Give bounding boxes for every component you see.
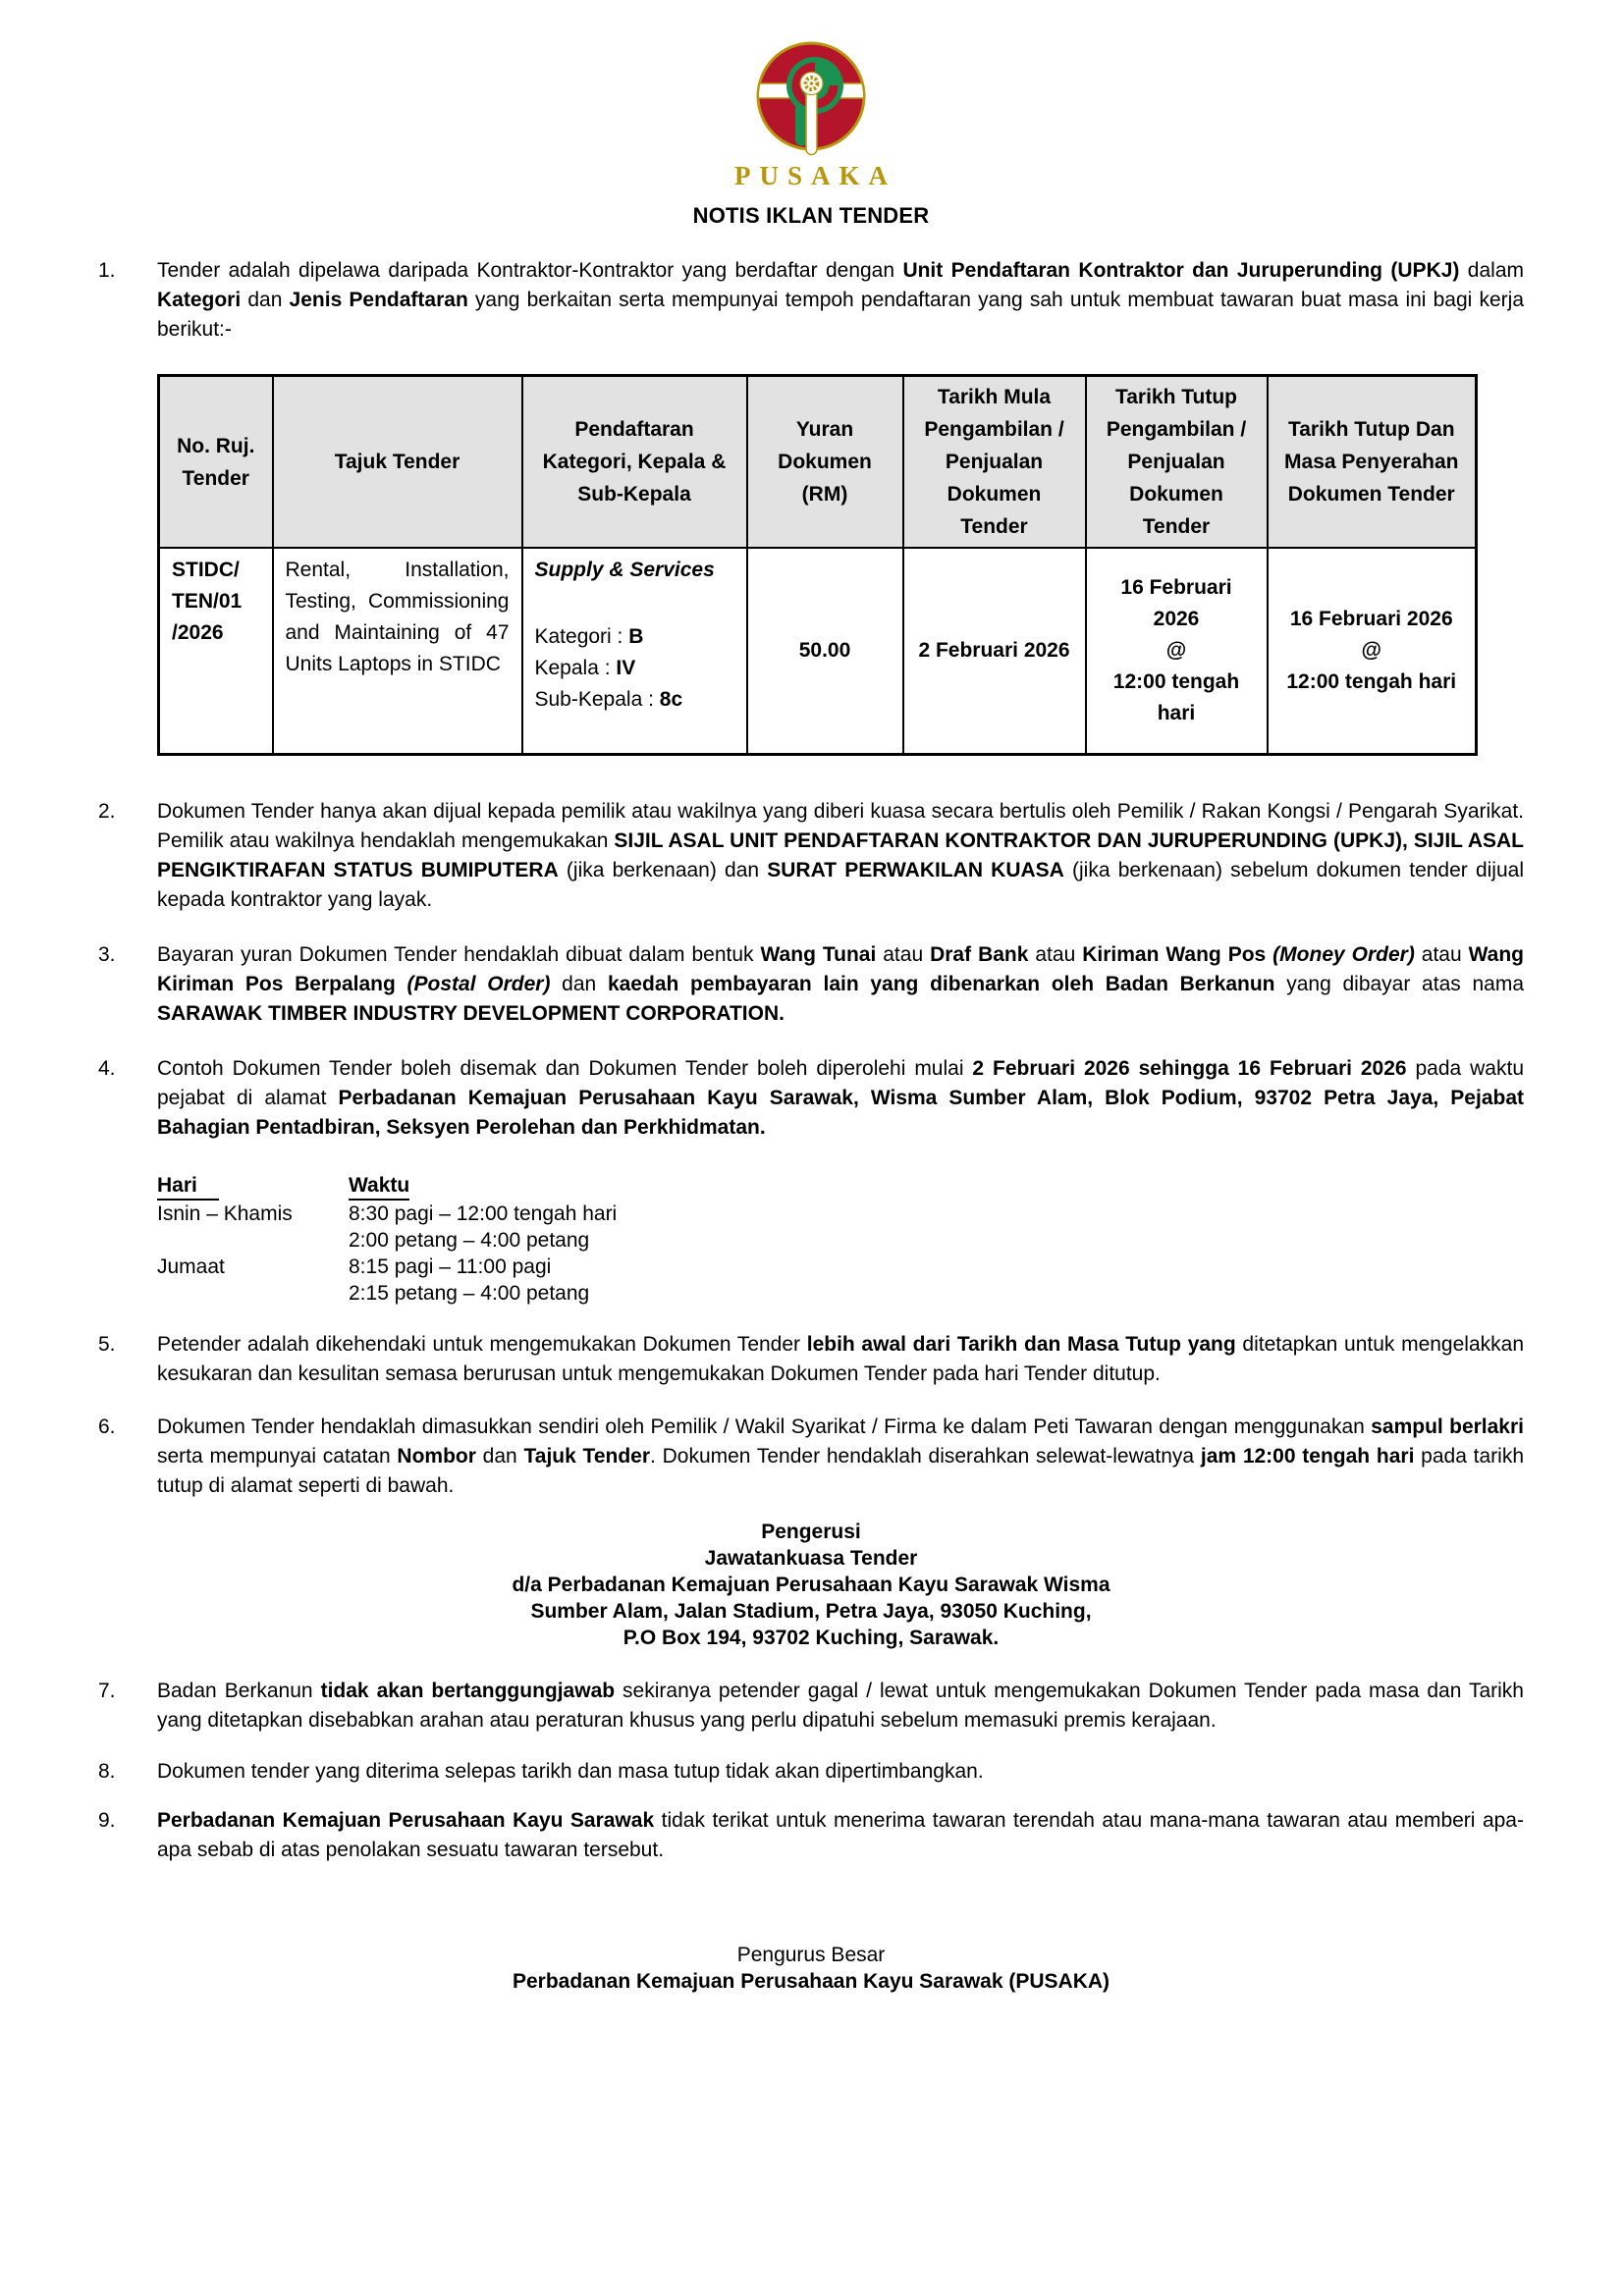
schedule-header-row bbox=[157, 1172, 1524, 1201]
clause-text: Bayaran yuran Dokumen Tender hendaklah dibuat dalam bentuk Wang Tunai atau Draf Bank atau Kiriman Wang Pos (Money Order) atau Wang Kiriman Pos Berpalang (Postal Order) dan kaedah pembayaran lain yang dibenarkan oleh Badan Berkanun yang dibayar atas nama SARAWAK TIMBER INDUSTRY DEVELOPMENT CORPORATION. bbox=[157, 942, 1525, 1025]
clause-2 bbox=[98, 797, 1524, 915]
clause-number: 5. bbox=[98, 1332, 116, 1356]
office-hours-schedule bbox=[157, 1172, 1524, 1307]
clause-number: 1. bbox=[98, 259, 116, 282]
col-header-title: Tajuk Tender bbox=[273, 376, 522, 549]
clause-1 bbox=[98, 256, 1524, 345]
table-header-row bbox=[159, 376, 1477, 549]
clause-text: Badan Berkanun tidak akan bertanggungjawab sekiranya petender gagal / lewat untuk mengemukakan Dokumen Tender pada masa dan Tarikh yang ditetapkan disebabkan arahan atau peraturan khusus yang perlu dipatuhi sebelum memasuki premis kerajaan. bbox=[157, 1679, 1524, 1732]
clause-text: Contoh Dokumen Tender boleh disemak dan Dokumen Tender boleh diperolehi mulai 2 Februari 2026 sehingga 16 Februari 2026 pada waktu pejabat di alamat Perbadanan Kemajuan Perusahaan Kayu Sarawak, Wisma Sumber Alam, Blok Podium, 93702 Petra Jaya, Pejabat Bahagian Pentadbiran, Seksyen Perolehan dan Perkhidmatan. bbox=[157, 1056, 1524, 1139]
schedule-row: Isnin – Khamis 8:30 pagi – 12:00 tengah hari bbox=[157, 1201, 618, 1225]
clause-text: Petender adalah dikehendaki untuk mengemukakan Dokumen Tender lebih awal dari Tarikh dan Masa Tutup yang ditetapkan untuk mengelakkan kesukaran dan kesulitan semasa berurusan untuk mengemukakan Dokumen Tender pada hari Tender ditutup. bbox=[157, 1332, 1524, 1385]
col-header-ref: No. Ruj. Tender bbox=[159, 376, 273, 549]
address-line: d/a Perbadanan Kemajuan Perusahaan Kayu Sarawak Wisma bbox=[512, 1573, 1110, 1596]
cell-start-date: 2 Februari 2026 bbox=[903, 548, 1086, 754]
address-line: P.O Box 194, 93702 Kuching, Sarawak. bbox=[623, 1626, 1000, 1649]
closing-role: Pengurus Besar bbox=[736, 1943, 886, 1966]
address-line: Jawatankuasa Tender bbox=[704, 1546, 918, 1570]
clause-number: 8. bbox=[98, 1759, 116, 1783]
schedule-time-header: Waktu bbox=[349, 1172, 409, 1201]
clause-text: Dokumen tender yang diterima selepas tarikh dan masa tutup tidak akan dipertimbangkan. bbox=[157, 1759, 984, 1783]
clause-8 bbox=[98, 1757, 1524, 1787]
clause-text: Dokumen Tender hanya akan dijual kepada pemilik atau wakilnya yang diberi kuasa secara bertulis oleh Pemilik / Rakan Kongsi / Pengarah Syarikat. Pemilik atau wakilnya hendaklah mengemukakan SIJIL ASAL UNIT PENDAFTARAN KONTRAKTOR DAN JURUPERUNDING (UPKJ), SIJIL ASAL PENGIKTIRAFAN STATUS BUMIPUTERA (jika berkenaan) dan SURAT PERWAKILAN KUASA (jika berkenaan) sebelum dokumen tender dijual kepada kontraktor yang layak. bbox=[157, 799, 1524, 911]
clause-7 bbox=[98, 1677, 1524, 1735]
schedule-row: 2:15 petang – 4:00 petang bbox=[349, 1281, 590, 1305]
col-header-close-submission: Tarikh Tutup Dan Masa Penyerahan Dokumen Tender bbox=[1268, 376, 1477, 549]
address-line: Pengerusi bbox=[761, 1520, 861, 1543]
cell-close-sale-date: 16 Februari 2026 @ 12:00 tengah hari bbox=[1086, 548, 1268, 754]
clause-3 bbox=[98, 940, 1524, 1029]
cell-ref-number: STIDC/ TEN/01 /2026 bbox=[159, 548, 273, 754]
clause-number: 9. bbox=[98, 1808, 116, 1832]
pusaka-logo-icon bbox=[749, 37, 873, 159]
schedule-row: Jumaat 8:15 pagi – 11:00 pagi bbox=[157, 1255, 552, 1278]
closing-signature-block bbox=[98, 1942, 1524, 1995]
clause-number: 4. bbox=[98, 1056, 116, 1080]
clause-4 bbox=[98, 1054, 1524, 1143]
page-title: NOTIS IKLAN TENDER bbox=[692, 203, 930, 228]
clause-text: Dokumen Tender hendaklah dimasukkan sendiri oleh Pemilik / Wakil Syarikat / Firma ke dalam Peti Tawaran dengan menggunakan sampul berlakri serta mempunyai catatan Nombor dan Tajuk Tender. Dokumen Tender hendaklah diserahkan selewat-lewatnya jam 12:00 tengah hari pada tarikh tutup di alamat seperti di bawah. bbox=[157, 1415, 1525, 1497]
table-row bbox=[159, 548, 1477, 754]
clause-9 bbox=[98, 1806, 1524, 1865]
clause-5 bbox=[98, 1330, 1524, 1389]
col-header-start-date: Tarikh Mula Pengambilan / Penjualan Dokumen Tender bbox=[903, 376, 1086, 549]
col-header-registration: Pendaftaran Kategori, Kepala & Sub-Kepala bbox=[522, 376, 747, 549]
closing-organisation: Perbadanan Kemajuan Perusahaan Kayu Sarawak (PUSAKA) bbox=[512, 1969, 1110, 1993]
clause-number: 6. bbox=[98, 1415, 116, 1438]
clause-text: Tender adalah dipelawa daripada Kontraktor-Kontraktor yang berdaftar dengan Unit Pendaftaran Kontraktor dan Juruperunding (UPKJ) dalam Kategori dan Jenis Pendaftaran yang berkaitan serta mempunyai tempoh pendaftaran yang sah untuk membuat tawaran buat masa ini bagi kerja berikut:- bbox=[157, 259, 1524, 341]
document-header bbox=[98, 37, 1524, 229]
tender-table-wrapper bbox=[157, 374, 1524, 756]
cell-tender-title: Rental, Installation, Testing, Commissioning and Maintaining of 47 Units Laptops in STIDC bbox=[273, 548, 522, 754]
clause-number: 2. bbox=[98, 799, 116, 823]
address-line: Sumber Alam, Jalan Stadium, Petra Jaya, 93050 Kuching, bbox=[530, 1599, 1092, 1623]
schedule-row: 2:00 petang – 4:00 petang bbox=[349, 1228, 590, 1252]
tender-table bbox=[157, 374, 1478, 756]
cell-document-fee: 50.00 bbox=[747, 548, 903, 754]
schedule-day-header: Hari bbox=[157, 1172, 219, 1201]
clause-text: Perbadanan Kemajuan Perusahaan Kayu Sarawak tidak terikat untuk menerima tawaran terendah atau mana-mana tawaran atau memberi apa-apa sebab di atas penolakan sesuatu tawaran tersebut. bbox=[157, 1808, 1524, 1861]
col-header-fee: Yuran Dokumen (RM) bbox=[747, 376, 903, 549]
cell-close-submission-date: 16 Februari 2026 @ 12:00 tengah hari bbox=[1268, 548, 1477, 754]
clause-number: 7. bbox=[98, 1679, 116, 1702]
col-header-close-sale: Tarikh Tutup Pengambilan / Penjualan Dokumen Tender bbox=[1086, 376, 1268, 549]
clause-6 bbox=[98, 1413, 1524, 1501]
submission-address-block bbox=[98, 1519, 1524, 1651]
logo-wordmark: PUSAKA bbox=[733, 161, 896, 190]
cell-registration: Supply & Services Kategori : B Kepala : IV Sub-Kepala : 8c bbox=[522, 548, 747, 754]
clause-number: 3. bbox=[98, 942, 116, 966]
